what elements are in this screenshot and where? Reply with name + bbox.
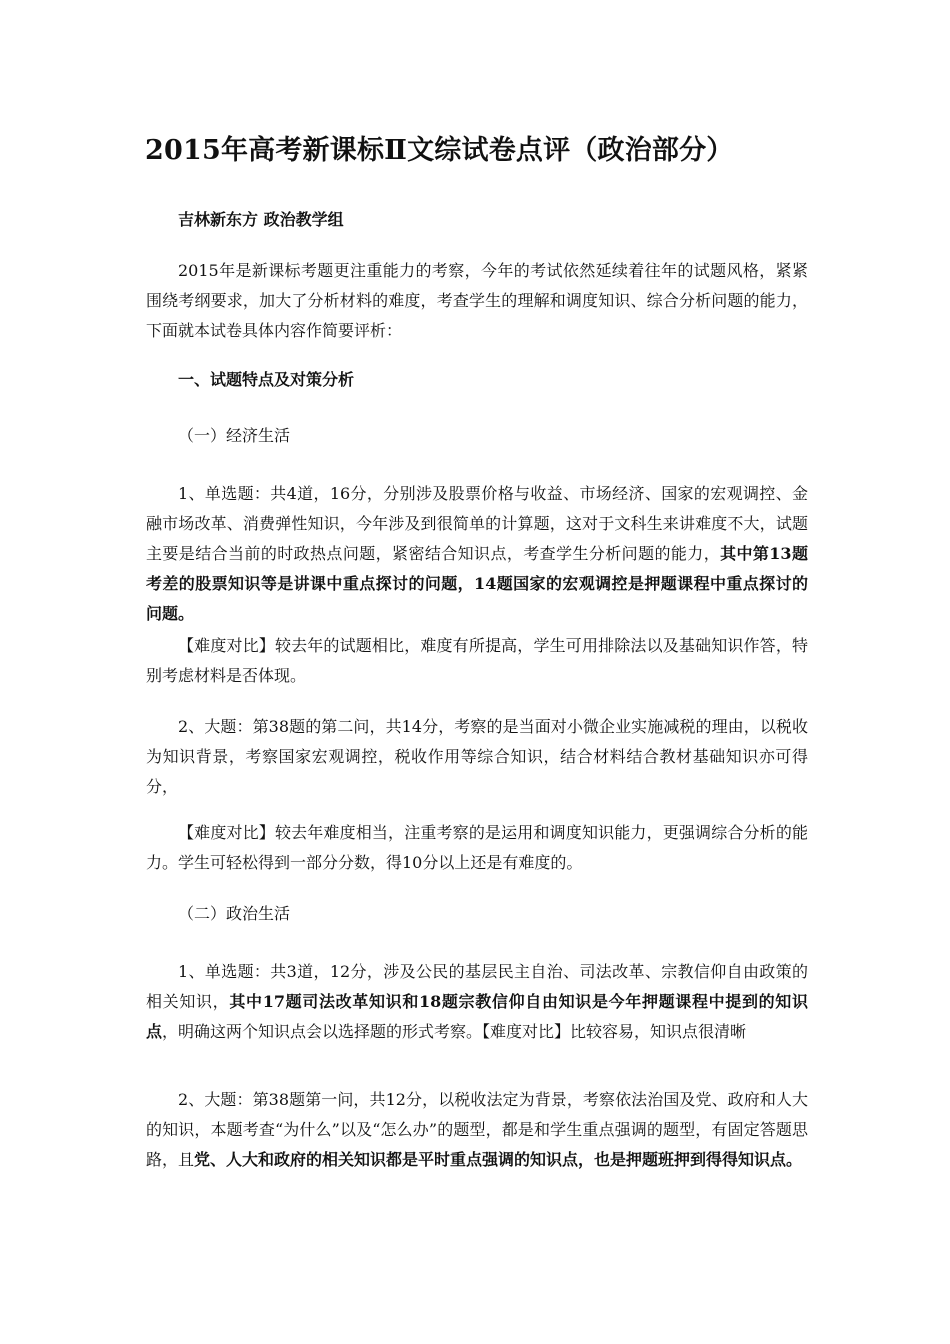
politics-question-1-highlight: 其中17题司法改革知识和18题宗教信仰自由知识是今年押题课程中提到的知识点: [146, 992, 808, 1041]
section-heading-1: 一、试题特点及对策分析: [178, 370, 355, 389]
economy-question-2: 2、大题：第38题的第二问，共14分，考察的是当面对小微企业实施减税的理由，以税收为知识背景，考察国家宏观调控，税收作用等综合知识，结合材料结合教材基础知识亦可得分，: [146, 717, 808, 796]
subsection-heading-economy: （一）经济生活: [178, 426, 291, 445]
politics-question-2-highlight: 党、人大和政府的相关知识都是平时重点强调的知识点，也是押题班押到得得知识点。: [194, 1150, 803, 1169]
economy-question-1-difficulty: 【难度对比】较去年的试题相比，难度有所提高，学生可用排除法以及基础知识作答，特别考虑材料是否体现。: [146, 636, 808, 685]
author-line: 吉林新东方 政治教学组: [178, 210, 344, 229]
economy-question-1: [146, 479, 808, 629]
subsection-heading-politics: （二）政治生活: [178, 904, 291, 923]
politics-question-2-text: 2、大题：第38题第一问，共12分，以税收法定为背景，考察依法治国及党、政府和人大的知识，本题考查“为什么”以及“怎么办”的题型，都是和学生重点强调的题型，有固定答题思路，且: [146, 1090, 808, 1169]
politics-question-1-text-b: ，明确这两个知识点会以选择题的形式考察。【难度对比】比较容易，知识点很清晰: [162, 1022, 747, 1041]
economy-question-2-difficulty: 【难度对比】较去年难度相当，注重考察的是运用和调度知识能力，更强调综合分析的能力。学生可轻松得到一部分分数，得10分以上还是有难度的。: [146, 823, 808, 872]
politics-question-1: [146, 957, 808, 1047]
intro-paragraph: 2015年是新课标考题更注重能力的考察，今年的考试依然延续着往年的试题风格，紧紧围绕考纲要求，加大了分析材料的难度，考查学生的理解和调度知识、综合分析问题的能力，下面就本试卷具体内容作简要评析：: [146, 261, 808, 340]
document-title: 2015年高考新课标Ⅱ文综试卷点评（政治部分）: [145, 135, 734, 166]
economy-question-1-highlight: 其中第13题考差的股票知识等是讲课中重点探讨的问题，14题国家的宏观调控是押题课程中重点探讨的问题。: [146, 544, 808, 623]
economy-question-1-text: 1、单选题：共4道，16分，分别涉及股票价格与收益、市场经济、国家的宏观调控、金融市场改革、消费弹性知识，今年涉及到很简单的计算题，这对于文科生来讲难度不大，试题主要是结合当前的时政热点问题，紧密结合知识点，考查学生分析问题的能力，: [146, 484, 808, 563]
politics-question-1-text-a: 1、单选题：共3道，12分，涉及公民的基层民主自治、司法改革、宗教信仰自由政策的相关知识，: [146, 962, 808, 1011]
politics-question-2: [146, 1085, 808, 1175]
